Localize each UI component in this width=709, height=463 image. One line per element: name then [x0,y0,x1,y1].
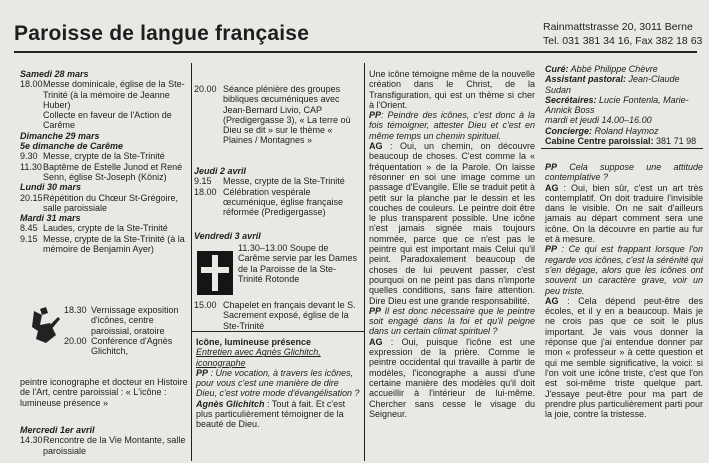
answer-text: : Cela dépend peut-être des écoles, et il y en a beaucoup. Mais je ne crois pas que ce soit le plus important. Je vais vous donner la réponse que j'ai entendue donner par mon « professeur » à cette question et qui me semble significative, la voici: si l'on voit une icône triste, c'est que l'on est soi-même triste quelque part. J'essaye peut-être pour ma part de prendre plus particulièrement parti pour la joie, contre la tristesse. [545,295,703,420]
speaker-pp: PP [369,110,382,121]
speaker-ag: AG [545,295,559,306]
parish-address: Rainmattstrasse 20, 3011 Berne [543,21,693,33]
parish-address-block [543,20,702,48]
cross-icon [197,251,233,295]
page-title: Paroisse de langue française [14,22,310,45]
entry-time: 11.30 [20,161,42,172]
conference-description [20,377,188,408]
day-heading: Lundi 30 mars [20,182,82,193]
entry-time: 20.00 [194,84,217,94]
interview-intro [196,337,360,430]
question-text: : Ce qui est frappant lorsque l'on regarde vos icônes, c'est la sérénité qui s'en dégage, alors que les icônes ont souvent un caractère grave, voir un peu triste. [545,244,703,296]
interview-heading: Icône, lumineuse présence [196,337,312,347]
speaker-ag: AG [369,141,383,152]
wednesday-entries [20,425,188,456]
day-heading: Mercredi 1er avril [20,425,95,435]
entry-text: Baptême de Estelle Junod et René Senn, église St-Joseph (Köniz) [43,161,183,182]
entry-text: Messe dominicale, église de la Ste-Trinité (à la mémoire de Jeanne Huber) [43,79,185,110]
speaker-ag: AG [369,336,383,347]
agenda-entry [64,305,188,336]
interview-subheading: Entretien avec Agnès Glichitch, iconographe [196,347,321,368]
agenda-entry [20,162,188,183]
interview-column-4 [545,162,703,419]
agenda-entry [20,193,188,214]
contact-label: Cabine Centre paroissial: [545,136,654,147]
speaker-pp: PP [545,162,558,172]
day-heading: Samedi 28 mars [20,69,89,79]
agenda-entry [194,187,358,218]
contact-value: Roland Haymoz [592,125,659,136]
entry-text: Répétition du Chœur St-Grégoire, salle paroissiale [43,192,179,213]
agenda-column-1 [20,69,188,254]
entry-time: 20.15 [20,192,43,203]
header-rule [14,51,697,53]
question-text: Il est donc nécessaire que le peintre soit engagé dans la foi et qu'il peigne dans un certain climat spirituel ? [369,305,535,337]
interview-box-rule [192,331,364,332]
answer-text: : Oui, un chemin, on découvre beaucoup de choses. C'est comme la « fréquentation » de la Parole. On laisse résonner en soi une image comme un passage d'Evangile. Elle se traduit petit à petit sur la planche par le dessin et les couches de couleurs. Le peintre doit être le plus transparent possible. Une icône n'est jamais signée mais toujours nommée, parce que ce n'est pas le peintre qui est important mais Celui qu'il peint. Paradoxalement beaucoup de choses de lui peuvent passer, c'est pourquoi on ne peint pas dans n'importe quelles conditions, sans faire attention. Dire Dieu est une grande responsabilité. [369,141,535,306]
entry-text: Chapelet en français devant le S. Sacrement exposé, église de la Ste-Trinité [223,300,356,331]
icon-exhibition-image [28,305,62,349]
entry-text: Messe, crypte de la Ste-Trinité [223,176,345,187]
agenda-entry [194,84,358,146]
rosary-entry [194,300,358,331]
agenda-entry [20,223,188,233]
question-text: : Une vocation, à travers les icônes, pour vous c'est une manière de dire Dieu, c'est votre mode d'évangélisation ? [196,367,360,399]
contact-value: Jean-Claude Sudan [545,74,680,95]
entry-text: Séance plénière des groupes bibliques œcuméniques avec Jean-Bernard Livio, CAP (Predigergasse 3), « La terre où Dieu se dit » sur le thème « Plaines / Montagnes » [223,84,351,146]
lent-cross-logo [197,251,233,295]
entry-text: Conférence d'Agnès Glichitch, [91,335,173,357]
question-text: Cela suppose une attitude contemplative ? [545,162,703,183]
day-heading: Vendredi 3 avril [194,231,261,241]
contact-label: Secrétaires: [545,94,597,105]
contact-label: Assistant pastoral: [545,74,627,85]
entry-text: Rencontre de la Vie Montante, salle paroissiale [43,435,186,456]
contact-label: Concierge: [545,125,593,136]
contact-label: Curé: [545,64,569,74]
entry-time: 9.15 [20,233,38,244]
entry-time: 15.00 [194,300,217,310]
entry-text: 11.30–13.00 Soupe de Carême servie par les Dames de la Paroisse de la Ste-Trinité Rotonde [238,243,358,284]
entry-time: 9.15 [194,176,212,187]
entry-time: 18.00 [20,79,43,90]
agenda-entry [194,300,358,331]
soup-entry [238,243,358,284]
speaker-pp: PP [196,367,209,378]
speaker-pp: PP [545,244,558,255]
speaker-ag: Agnès Glichitch [196,398,265,409]
contact-value: Lucie Fontenla, Marie-Annick Boss [545,94,689,116]
entry-text: Messe, crypte de la Ste-Trinité (à la mémoire de Benjamin Ayer) [43,233,185,255]
exhibition-entries [64,305,188,356]
entry-text: Laudes, crypte de la Ste-Trinité [43,223,168,234]
contacts-block [545,64,705,146]
friday-heading [194,231,358,241]
day-subheading: 5e dimanche de Carême [20,141,124,152]
agenda-entry [20,151,188,161]
entry-time: 14.30 [20,435,43,446]
column-divider [364,63,365,461]
interview-column-3 [369,69,535,419]
day-heading: Mardi 31 mars [20,213,81,224]
day-heading: Dimanche 29 mars [20,130,100,141]
entry-text: Vernissage exposition d'icônes, centre paroissial, oratoire [91,305,179,336]
agenda-entry [20,435,188,456]
speaker-pp: PP [369,305,382,316]
answer-text: : Oui, bien sûr, c'est un art très contemplatif. On doit traduire l'invisible dans le visible. On ne sait d'ailleurs jamais au départ comment sera une icône. On la découvre en partie au fur et à mesure. [545,182,703,245]
agenda-entry [64,336,188,357]
painter-icon [28,305,62,349]
agenda-entry [20,79,188,130]
speaker-ag: AG [545,182,559,193]
entry-text: Messe, crypte de la Ste-Trinité [43,151,165,162]
contact-value: 381 71 98 [653,136,697,147]
entry-text: peintre iconographe et docteur en Histoire de l'Art, centre paroissial : « L'icône : lumineuse présence » [20,377,188,408]
thursday-entries [194,166,358,217]
question-text: : Peindre des icônes, c'est donc à la fois témoigner, attester Dieu et c'est en même temps un chemin spirituel. [369,110,535,141]
entry-time: 9.30 [20,151,38,162]
entry-text: Célébration vespérale œcuménique, église française réformée (Predigergasse) [223,186,344,218]
contacts-rule [541,148,703,149]
day-heading: Jeudi 2 avril [194,166,247,176]
contact-value: Abbé Philippe Chèvre [568,64,658,74]
answer-text: : Tout à fait. Et c'est plus particulièrement témoigner de la beauté de Dieu. [196,398,346,430]
agenda-entry [194,176,358,186]
entry-time: 20.00 [64,335,87,346]
paragraph-text: Une icône témoigne même de la nouvelle création dans le Christ, de la Transfiguration, qui est un thème si cher à l'Orient. [369,69,535,110]
entry-note: Collecte en faveur de l'Action de Carême [43,110,172,131]
parish-phone: Tel. 031 381 34 16, Fax 382 18 63 [543,35,703,47]
entry-time: 18.00 [194,186,217,197]
answer-text: : Oui, puisque l'icône est une expression de la prière. Comme le peintre occidental qui travaille à partir de modèles, l'iconographe a aussi d'une certaine manière des modèles qu'il doit accueillir à l'intérieur de lui-même. Chercher sans cesse le visage du Seigneur. [369,336,535,419]
entry-time: 8.45 [20,223,38,234]
office-hours: mardi et jeudi 14.00–16.00 [545,115,652,126]
entry-time: 18.30 [64,305,87,315]
agenda-entry [20,234,188,255]
agenda-column-2 [194,84,358,146]
column-divider [191,63,192,461]
